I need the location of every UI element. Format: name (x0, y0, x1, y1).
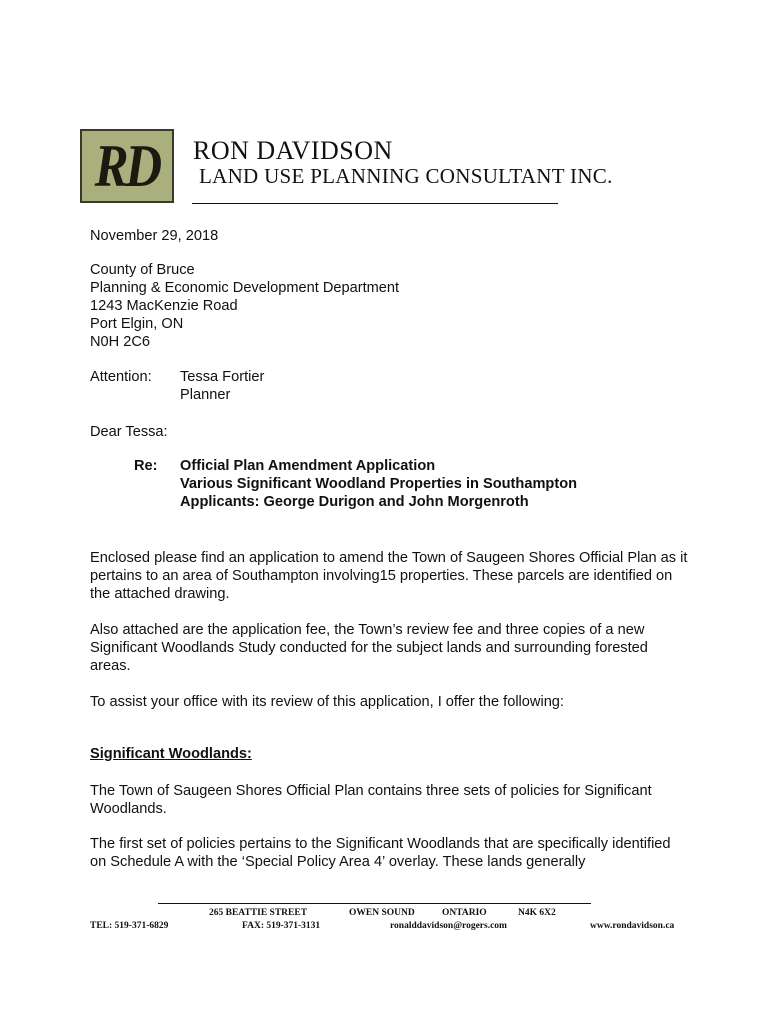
footer-province: ONTARIO (442, 908, 487, 918)
address-line: N0H 2C6 (90, 334, 151, 350)
recipient-address (90, 261, 399, 351)
footer-tel: TEL: 519-371-6829 (90, 921, 169, 931)
address-line: County of Bruce (90, 262, 195, 278)
subject-line: Applicants: George Durigon and John Morgenroth (180, 494, 529, 510)
footer-email: ronalddavidson@rogers.com (390, 921, 507, 931)
subject-block (180, 457, 577, 511)
company-logo (80, 129, 174, 203)
body-paragraph: The first set of policies pertains to the Significant Woodlands that are specifically identified on Schedule A with the ‘Special Policy Area 4’ overlay. These lands generally (90, 836, 671, 870)
footer-fax: FAX: 519-371-3131 (242, 921, 321, 931)
company-subtitle: LAND USE PLANNING CONSULTANT INC. (199, 164, 613, 188)
salutation: Dear Tessa: (90, 424, 168, 440)
body-paragraph: The Town of Saugeen Shores Official Plan contains three sets of policies for Significant Woodlands. (90, 783, 652, 817)
attention-label: Attention: (90, 369, 152, 385)
re-label: Re: (134, 458, 158, 474)
subject-line: Official Plan Amendment Application (180, 458, 436, 474)
section-heading: Significant Woodlands: (90, 746, 252, 762)
attention-name: Tessa Fortier (180, 369, 265, 385)
footer-city: OWEN SOUND (349, 908, 415, 918)
body-paragraph: Also attached are the application fee, the Town’s review fee and three copies of a new Significant Woodlands Study conducted for the subject lands and surrounding forested areas. (90, 622, 648, 674)
logo-monogram: RD (94, 133, 160, 199)
address-line: Port Elgin, ON (90, 316, 184, 332)
footer-street: 265 BEATTIE STREET (209, 908, 308, 918)
subject-line: Various Significant Woodland Properties in Southampton (180, 476, 578, 492)
body-paragraph: To assist your office with its review of this application, I offer the following: (90, 694, 564, 710)
letter-date: November 29, 2018 (90, 228, 219, 244)
attention-block (180, 368, 264, 404)
body-paragraph: Enclosed please find an application to amend the Town of Saugeen Shores Official Plan as it pertains to an area of Southampton involving15 properties. These parcels are identified on the attached drawing. (90, 550, 688, 602)
address-line: Planning & Economic Development Department (90, 280, 400, 296)
address-line: 1243 MacKenzie Road (90, 298, 238, 314)
letterhead-divider (192, 203, 558, 204)
footer-postal: N4K 6X2 (518, 908, 556, 918)
footer-website: www.rondavidson.ca (590, 921, 675, 931)
attention-title: Planner (180, 387, 231, 403)
company-name: RON DAVIDSON (193, 136, 393, 165)
footer-divider (158, 903, 591, 904)
